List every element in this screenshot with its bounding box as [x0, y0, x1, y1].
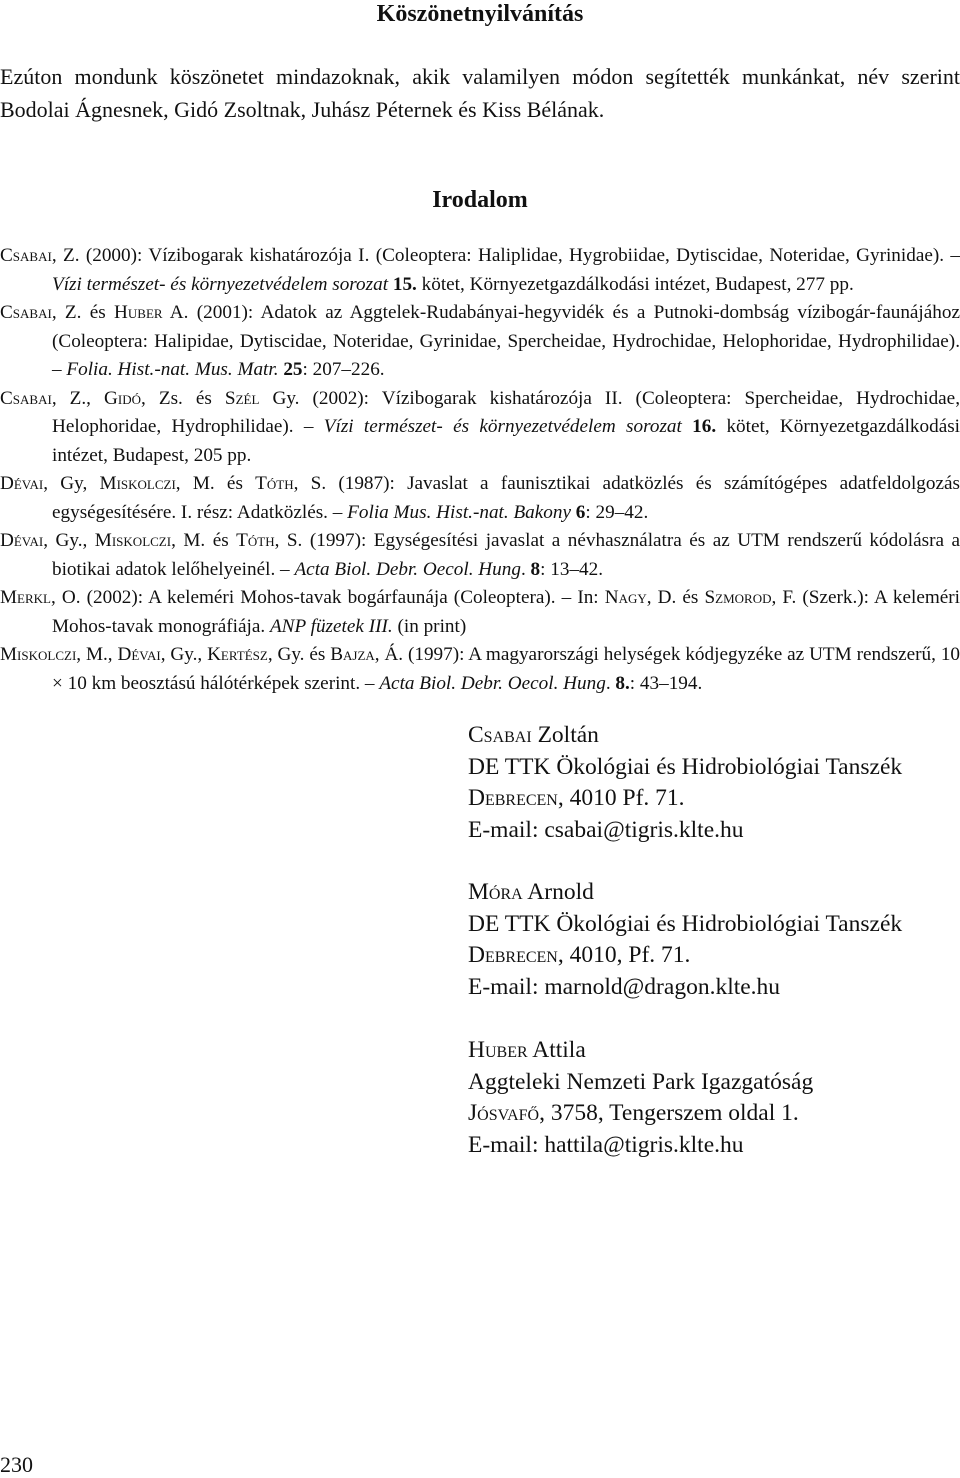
author-surname: Csabai — [468, 722, 532, 748]
ref-text: . — [605, 672, 616, 694]
ref-author: Nagy — [604, 587, 647, 608]
ref-text: , Z. (2000): Vízibogarak kishatározója I. (Coleoptera: Haliplidae, Hygrobiidae, Dytiscidae, Noteridae, Gyrinidae). – — [51, 245, 960, 266]
acknowledgement-text: Ezúton mondunk köszönetet mindazoknak, akik valamilyen módon segítették munkánkat, név szerint Bodolai Ágnesnek, Gidó Zsoltnak, Juhász Péternek és Kiss Bélának. — [0, 64, 960, 122]
author-email: E-mail: marnold@dragon.klte.hu — [468, 973, 781, 1000]
ref-author: Miskolczi — [99, 473, 176, 494]
reference-item — [0, 299, 960, 385]
author-institution: DE TTK Ökológiai és Hidrobiológiai Tanszék — [468, 910, 903, 937]
ref-text: , Gy., — [160, 644, 208, 665]
ref-text: , M. és — [171, 530, 237, 551]
author-given-name: Zoltán — [531, 722, 599, 748]
ref-author: Csabai — [0, 302, 52, 323]
ref-journal: Acta Biol. Debr. Oecol. Hung — [294, 558, 521, 580]
author-address — [468, 720, 960, 846]
ref-text: , F. (Szerk.): A keleméri Mohos-tavak monográfiája. — [52, 587, 960, 637]
author-surname: Móra — [468, 879, 523, 905]
ref-journal: Folia Mus. Hist.-nat. Bakony — [347, 501, 571, 523]
author-city: Debrecen — [468, 785, 558, 811]
ref-text: , S. (1987): Javaslat a faunisztikai adatközlés és számítógépes adatfeldolgozás egységesítésére. I. rész: Adatközlés. – — [52, 473, 960, 523]
author-name — [468, 1035, 960, 1067]
ref-volume: 15. — [388, 273, 417, 295]
reference-item — [0, 385, 960, 471]
author-given-name: Arnold — [522, 879, 594, 905]
ref-journal: ANP füzetek III. — [269, 615, 393, 637]
author-address — [468, 1035, 960, 1161]
author-name — [468, 720, 960, 752]
ref-author: Miskolczi — [94, 530, 172, 551]
ref-text: , Gy. és — [267, 644, 331, 665]
author-given-name: Attila — [527, 1037, 586, 1063]
author-city: Debrecen — [468, 942, 558, 968]
ref-volume: 8 — [530, 558, 541, 580]
ref-text: : 13–42. — [540, 558, 604, 580]
ref-author: Dévai — [117, 644, 161, 665]
ref-text: : 29–42. — [585, 501, 649, 523]
ref-text: , Z., — [51, 387, 105, 409]
ref-volume: 6 — [571, 501, 586, 523]
ref-author: Kertész — [207, 644, 268, 665]
ref-author: Szél — [224, 387, 260, 409]
ref-text: , Á. (1997): A magyarországi helységek kódjegyzéke az UTM rendszerű, 10 × 10 km beosztású hálótérképek szerint. – — [52, 644, 960, 694]
ref-text: , S. (1997): Egységesítési javaslat a névhasználatra és az UTM rendszerű kódolásra a biotikai adatok lelőhelyeinél. – — [52, 530, 960, 580]
ref-author: Tóth — [236, 530, 275, 551]
reference-list — [0, 242, 960, 698]
author-address — [468, 877, 960, 1003]
ref-text: kötet, Környezetgazdálkodási intézet, Budapest, 277 pp. — [416, 273, 854, 295]
author-postal: , 4010, Pf. 71. — [557, 942, 691, 968]
ref-author: Bajza — [330, 644, 375, 665]
ref-series: Vízi természet- és környezetvédelem sorozat — [323, 416, 682, 437]
literature-heading: Irodalom — [432, 187, 528, 213]
ref-author: Huber — [114, 302, 163, 323]
ref-author: Csabai — [0, 387, 52, 409]
ref-text: , M. és — [175, 473, 256, 494]
reference-item — [0, 641, 960, 698]
author-postal-address — [468, 940, 960, 972]
author-name — [468, 877, 960, 909]
ref-text: A. (2001): Adatok az Aggtelek-Rudabányai-hegyvidék és a Putnoki-dombság vízibogár-faunájához (Coleoptera: Halipidae, Dytiscidae, Noteridae, Gyrinidae, Spercheidae, Hydrochidae, Helophoridae, Hydrophilidae). – — [52, 302, 960, 380]
author-postal-address — [468, 783, 960, 815]
reference-item — [0, 242, 960, 299]
ref-text: , D. és — [646, 587, 705, 608]
ref-series: Vízi természet- és környezetvédelem sorozat — [52, 273, 389, 295]
ref-author: Tóth — [255, 473, 294, 494]
ref-author: Dévai — [0, 473, 44, 494]
ref-text: (in print) — [392, 615, 467, 637]
ref-text: , O. (2002): A keleméri Mohos-tavak bogárfaunája (Coleoptera). – In: — [51, 587, 605, 608]
reference-item — [0, 584, 960, 641]
ref-text: kötet, Környezetgazdálkodási intézet, Budapest, 205 pp. — [52, 416, 960, 466]
page-number: 230 — [0, 1452, 33, 1477]
ref-volume: 16. — [681, 416, 717, 437]
ref-journal: Folia. Hist.-nat. Mus. Matr. — [66, 359, 279, 380]
author-city: Jósvafő — [468, 1100, 540, 1126]
ref-text: , Zs. és — [141, 387, 225, 409]
ref-volume: 25 — [278, 359, 303, 380]
ref-text: . — [520, 558, 531, 580]
ref-volume: 8. — [615, 672, 630, 694]
ref-text: , Z. és — [51, 302, 115, 323]
author-postal-address — [468, 1098, 960, 1130]
reference-item — [0, 470, 960, 527]
author-postal: , 3758, Tengerszem oldal 1. — [539, 1100, 799, 1126]
ref-text: , M., — [76, 644, 118, 665]
ref-journal: Acta Biol. Debr. Oecol. Hung — [379, 672, 606, 694]
ref-text: : 207–226. — [302, 359, 385, 380]
ref-text: Gy. (2002): Vízibogarak kishatározója II. (Coleoptera: Spercheidae, Hydrochidae, Helophoridae, Hydrophilidae). – — [52, 387, 960, 437]
ref-author: Csabai — [0, 245, 52, 266]
ref-author: Szmorod — [704, 587, 772, 608]
author-institution: Aggteleki Nemzeti Park Igazgatóság — [468, 1068, 814, 1095]
author-institution: DE TTK Ökológiai és Hidrobiológiai Tanszék — [468, 753, 903, 780]
ref-author: Gidó — [104, 387, 141, 409]
author-surname: Huber — [468, 1037, 528, 1063]
author-email: E-mail: csabai@tigris.klte.hu — [468, 816, 744, 843]
ref-text: : 43–194. — [629, 672, 703, 694]
author-email: E-mail: hattila@tigris.klte.hu — [468, 1131, 744, 1158]
acknowledgement-heading: Köszönetnyilvánítás — [376, 1, 584, 27]
ref-text: , Gy., — [43, 530, 95, 551]
author-postal: , 4010 Pf. 71. — [557, 785, 685, 811]
ref-text: , Gy, — [43, 473, 100, 494]
ref-author: Merkl — [0, 587, 52, 608]
ref-author: Dévai — [0, 530, 44, 551]
ref-author: Miskolczi — [0, 644, 77, 665]
reference-item — [0, 527, 960, 584]
